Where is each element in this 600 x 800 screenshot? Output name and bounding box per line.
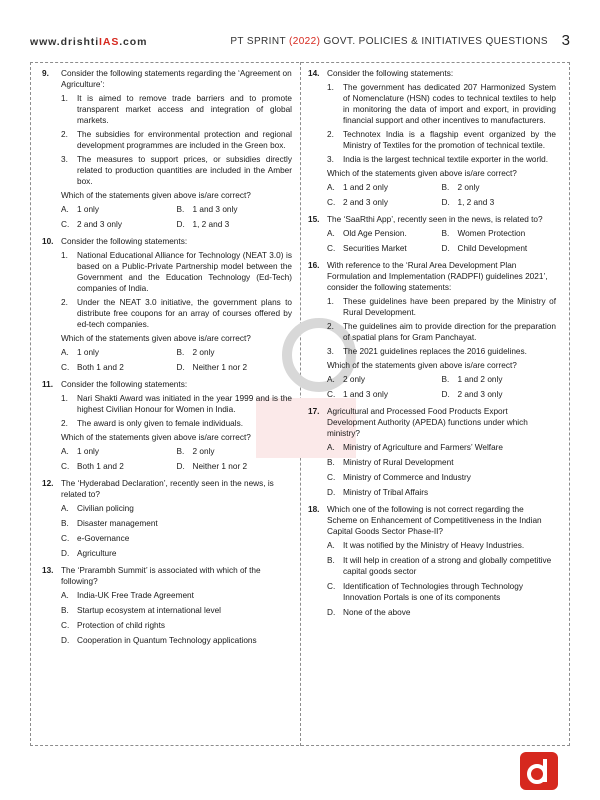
question-number: 18. [308,505,320,514]
statement-text: These guidelines have been prepared by the Ministry of Rural Development. [343,297,556,317]
option-letter: B. [327,458,335,467]
option-text: 1 only [77,447,100,456]
answer-option[interactable] [327,442,556,453]
question-text: Agricultural and Processed Food Products Export Development Authority (APEDA) functions under which ministry? [327,407,528,438]
option-letter: A. [61,447,69,456]
option-text: 1 and 2 only [343,183,388,192]
answer-option[interactable] [327,228,442,239]
answer-option[interactable] [327,607,556,618]
statement-number: 1. [61,394,68,403]
option-text: Neither 1 nor 2 [192,363,248,372]
question-body [61,478,292,559]
option-text: 2 only [343,375,366,384]
statement-item [327,82,556,126]
option-text: It was notified by the Ministry of Heavy Industries. [343,541,525,550]
question-item [42,565,292,646]
statement-item [61,418,292,429]
question-prompt: Which of the statements given above is/are correct? [327,361,517,370]
option-text: 2 only [192,348,215,357]
question-body [327,504,556,618]
answer-option[interactable] [442,197,557,208]
question-number: 9. [42,69,49,78]
question-number: 12. [42,479,54,488]
question-body [327,406,556,498]
question-body [61,236,292,373]
option-text: Disaster management [77,519,158,528]
option-text: Ministry of Tribal Affairs [343,488,429,497]
statement-text: The 2021 guidelines replaces the 2016 guidelines. [343,347,527,356]
answer-option[interactable] [61,635,292,646]
question-text: Consider the following statements: [61,237,188,246]
answer-option[interactable] [327,472,556,483]
question-body [327,68,556,208]
question-text: With reference to the ‘Rural Area Development Plan Formulation and Implementation (RADPFI) guidelines 2021’, consider the following statements: [327,261,548,292]
answer-option[interactable] [61,362,177,373]
statement-number: 2. [61,298,68,307]
question-text: The ‘Hyderabad Declaration’, recently seen in the news, is related to? [61,479,274,499]
running-title [230,36,548,47]
answer-option[interactable] [61,548,292,559]
question-item [308,504,556,618]
statement-item [61,93,292,126]
question-item [308,260,556,400]
option-text: Ministry of Agriculture and Farmers’ Welfare [343,443,504,452]
question-body [61,68,292,230]
option-letter: D. [327,608,336,617]
option-letter: A. [327,541,335,550]
question-body [61,565,292,646]
option-text: 2 and 3 only [457,390,503,399]
statement-text: The award is only given to female individuals. [77,419,244,428]
statement-list [327,82,556,165]
option-list [61,590,292,646]
statement-text: Under the NEAT 3.0 initiative, the government plans to distribute free coupons for an array of courses offered by ed-tech companies. [77,298,292,329]
question-prompt: Which of the statements given above is/are correct? [61,334,251,343]
answer-option[interactable] [327,457,556,468]
statement-list [61,250,292,330]
option-text: 1 only [77,205,100,214]
question-number: 11. [42,380,54,389]
option-text: 1, 2 and 3 [192,220,230,229]
option-list [327,228,556,254]
answer-option[interactable] [177,446,293,457]
option-letter: D. [61,636,70,645]
statement-number: 2. [61,419,68,428]
option-text: e-Governance [77,534,130,543]
question-body [327,260,556,400]
statement-item [327,154,556,165]
site-prefix: www.drishti [30,36,100,48]
statement-item [61,154,292,187]
statement-item [327,346,556,357]
answer-option[interactable] [177,204,293,215]
option-text: Securities Market [343,244,407,253]
statement-text: Technotex India is a flagship event organized by the Ministry of Textiles for the promotion of technical textile. [343,130,556,150]
option-list [327,540,556,618]
option-letter: B. [441,229,450,238]
option-letter: A. [61,348,69,357]
option-text: India-UK Free Trade Agreement [77,591,194,600]
option-text: 1 and 3 only [343,390,388,399]
left-column [42,68,292,652]
option-text: 1 only [77,348,100,357]
option-text: 2 only [457,183,480,192]
answer-option[interactable] [327,555,556,577]
option-letter: C. [61,621,70,630]
statement-number: 1. [61,251,68,260]
answer-option[interactable] [177,347,293,358]
statement-item [61,393,292,415]
answer-option[interactable] [61,461,177,472]
title-suffix: GOVT. POLICIES & INITIATIVES QUESTIONS [320,36,548,47]
option-letter: D. [176,220,185,229]
statement-text: The measures to support prices, or subsidies directly related to production quantities are included in the Amber box. [77,155,292,186]
option-letter: D. [61,549,70,558]
title-prefix: PT SPRINT [230,36,289,47]
option-letter: C. [61,462,70,471]
option-text: Cooperation in Quantum Technology applications [77,636,257,645]
option-letter: B. [176,348,185,357]
answer-option[interactable] [61,533,292,544]
answer-option[interactable] [327,389,442,400]
answer-option[interactable] [442,228,557,239]
statement-item [61,250,292,294]
answer-option[interactable] [61,219,177,230]
statement-number: 1. [61,94,68,103]
drishti-logo-icon [520,752,558,790]
option-list [61,204,292,230]
option-letter: D. [176,462,185,471]
answer-option[interactable] [177,219,293,230]
question-text: Consider the following statements regarding the ‘Agreement on Agriculture’: [61,69,292,89]
statement-number: 1. [327,297,334,306]
answer-option[interactable] [442,374,557,385]
option-text: Civilian policing [77,504,134,513]
option-text: Women Protection [457,229,526,238]
option-text: 1, 2 and 3 [457,198,495,207]
option-letter: D. [441,390,450,399]
question-item [42,68,292,230]
answer-option[interactable] [61,347,177,358]
statement-item [327,129,556,151]
question-item [308,68,556,208]
answer-option[interactable] [61,446,177,457]
statement-text: It is aimed to remove trade barriers and to promote transparent market access and integration of global markets. [77,94,292,125]
answer-option[interactable] [327,374,442,385]
option-letter: C. [61,534,70,543]
answer-option[interactable] [61,620,292,631]
question-body [61,379,292,472]
question-text: Consider the following statements: [327,69,454,78]
option-text: 2 and 3 only [77,220,122,229]
statement-number: 2. [327,322,334,331]
answer-option[interactable] [327,540,556,551]
title-year: (2022) [289,36,321,47]
question-prompt: Which of the statements given above is/are correct? [327,169,517,178]
answer-option[interactable] [177,362,293,373]
statement-item [61,297,292,330]
option-text: 1 and 2 only [457,375,503,384]
question-number: 17. [308,407,320,416]
site-suffix: .com [119,36,148,48]
statement-number: 3. [327,155,334,164]
question-number: 10. [42,237,54,246]
question-item [308,214,556,254]
option-text: Agriculture [77,549,117,558]
option-letter: C. [61,363,70,372]
option-letter: B. [441,183,450,192]
statement-number: 3. [61,155,68,164]
option-letter: B. [327,556,335,565]
question-prompt: Which of the statements given above is/are correct? [61,191,251,200]
option-text: 2 and 3 only [343,198,388,207]
answer-option[interactable] [327,197,442,208]
statement-text: Nari Shakti Award was initiated in the year 1999 and is the highest Civilian Honour for Women in India. [77,394,292,414]
option-letter: C. [327,582,336,591]
question-number: 15. [308,215,320,224]
statement-item [327,296,556,318]
option-letter: A. [61,591,69,600]
option-letter: A. [327,375,335,384]
answer-option[interactable] [327,182,442,193]
option-letter: A. [327,183,335,192]
option-letter: A. [327,229,335,238]
answer-option[interactable] [61,204,177,215]
question-item [308,406,556,498]
statement-text: India is the largest technical textile exporter in the world. [343,155,548,164]
option-letter: B. [441,375,450,384]
statement-list [61,93,292,187]
statement-number: 2. [61,130,68,139]
option-text: None of the above [343,608,411,617]
answer-option[interactable] [61,503,292,514]
option-letter: D. [327,488,336,497]
option-text: Old Age Pension. [343,229,407,238]
answer-option[interactable] [442,182,557,193]
answer-option[interactable] [442,389,557,400]
option-text: It will help in creation of a strong and globally competitive capital goods sector [343,556,552,576]
site-brand: IAS [99,36,120,48]
answer-option[interactable] [327,487,556,498]
option-text: Identification of Technologies through Technology Innovation Portals is one of its components [343,582,523,602]
option-text: Both 1 and 2 [77,363,124,372]
option-letter: C. [327,390,336,399]
statement-text: The subsidies for environmental protection and regional development programmes are included in the Green box. [77,130,292,150]
question-text: Which one of the following is not correct regarding the Scheme on Enhancement of Competitiveness in the Indian Capital Goods Sector Phase-II? [327,505,542,536]
option-letter: B. [61,606,69,615]
option-text: Neither 1 nor 2 [192,462,248,471]
question-body [327,214,556,254]
answer-option[interactable] [327,243,442,254]
statement-list [327,296,556,357]
option-list [61,503,292,559]
question-number: 14. [308,69,320,78]
right-column [308,68,556,624]
option-list [327,442,556,498]
statement-list [61,393,292,429]
page-number: 3 [561,32,570,49]
question-item [42,379,292,472]
answer-option[interactable] [177,461,293,472]
statement-item [61,129,292,151]
option-letter: C. [327,244,336,253]
statement-number: 2. [327,130,334,139]
option-letter: D. [441,244,450,253]
option-letter: A. [61,205,69,214]
option-letter: C. [327,198,336,207]
option-text: Both 1 and 2 [77,462,124,471]
option-letter: D. [441,198,450,207]
page-header [30,32,570,52]
statement-item [327,321,556,343]
answer-option[interactable] [61,605,292,616]
question-text: Consider the following statements: [61,380,188,389]
answer-option[interactable] [327,581,556,603]
question-item [42,236,292,373]
statement-text: The government has dedicated 207 Harmonized System of Nomenclature (HSN) codes to technical textiles to help in monitoring the data of import and export, in providing financial support and other incentives to manufacturers. [343,83,556,125]
statement-text: National Educational Alliance for Technology (NEAT 3.0) is based on a Public-Private Partnership model between the Government and the Education Technology (Ed-Tech) companies of India. [77,251,292,293]
option-text: Ministry of Commerce and Industry [343,473,471,482]
option-list [61,446,292,472]
option-letter: C. [61,220,70,229]
answer-option[interactable] [61,518,292,529]
question-number: 13. [42,566,54,575]
option-list [61,347,292,373]
option-letter: B. [61,519,69,528]
question-prompt: Which of the statements given above is/are correct? [61,433,251,442]
question-item [42,478,292,559]
statement-text: The guidelines aim to provide direction for the preparation of spatial plans for Gram Panchayat. [343,322,556,342]
statement-number: 3. [327,347,334,356]
option-letter: A. [327,443,335,452]
answer-option[interactable] [61,590,292,601]
question-number: 16. [308,261,320,270]
option-list [327,182,556,208]
option-letter: D. [176,363,185,372]
option-letter: A. [61,504,69,513]
option-text: Startup ecosystem at international level [77,606,221,615]
question-text: The ‘SaaRthi App’, recently seen in the news, is related to? [327,215,543,224]
option-text: Child Development [457,244,528,253]
question-text: The ‘Prarambh Summit’ is associated with which of the following? [61,566,261,586]
website-url[interactable] [30,36,147,48]
answer-option[interactable] [442,243,557,254]
option-text: Ministry of Rural Development [343,458,454,467]
option-text: 1 and 3 only [192,205,238,214]
option-letter: B. [176,205,185,214]
option-text: 2 only [192,447,215,456]
statement-number: 1. [327,83,334,92]
option-text: Protection of child rights [77,621,166,630]
option-letter: B. [176,447,185,456]
option-letter: C. [327,473,336,482]
option-list [327,374,556,400]
